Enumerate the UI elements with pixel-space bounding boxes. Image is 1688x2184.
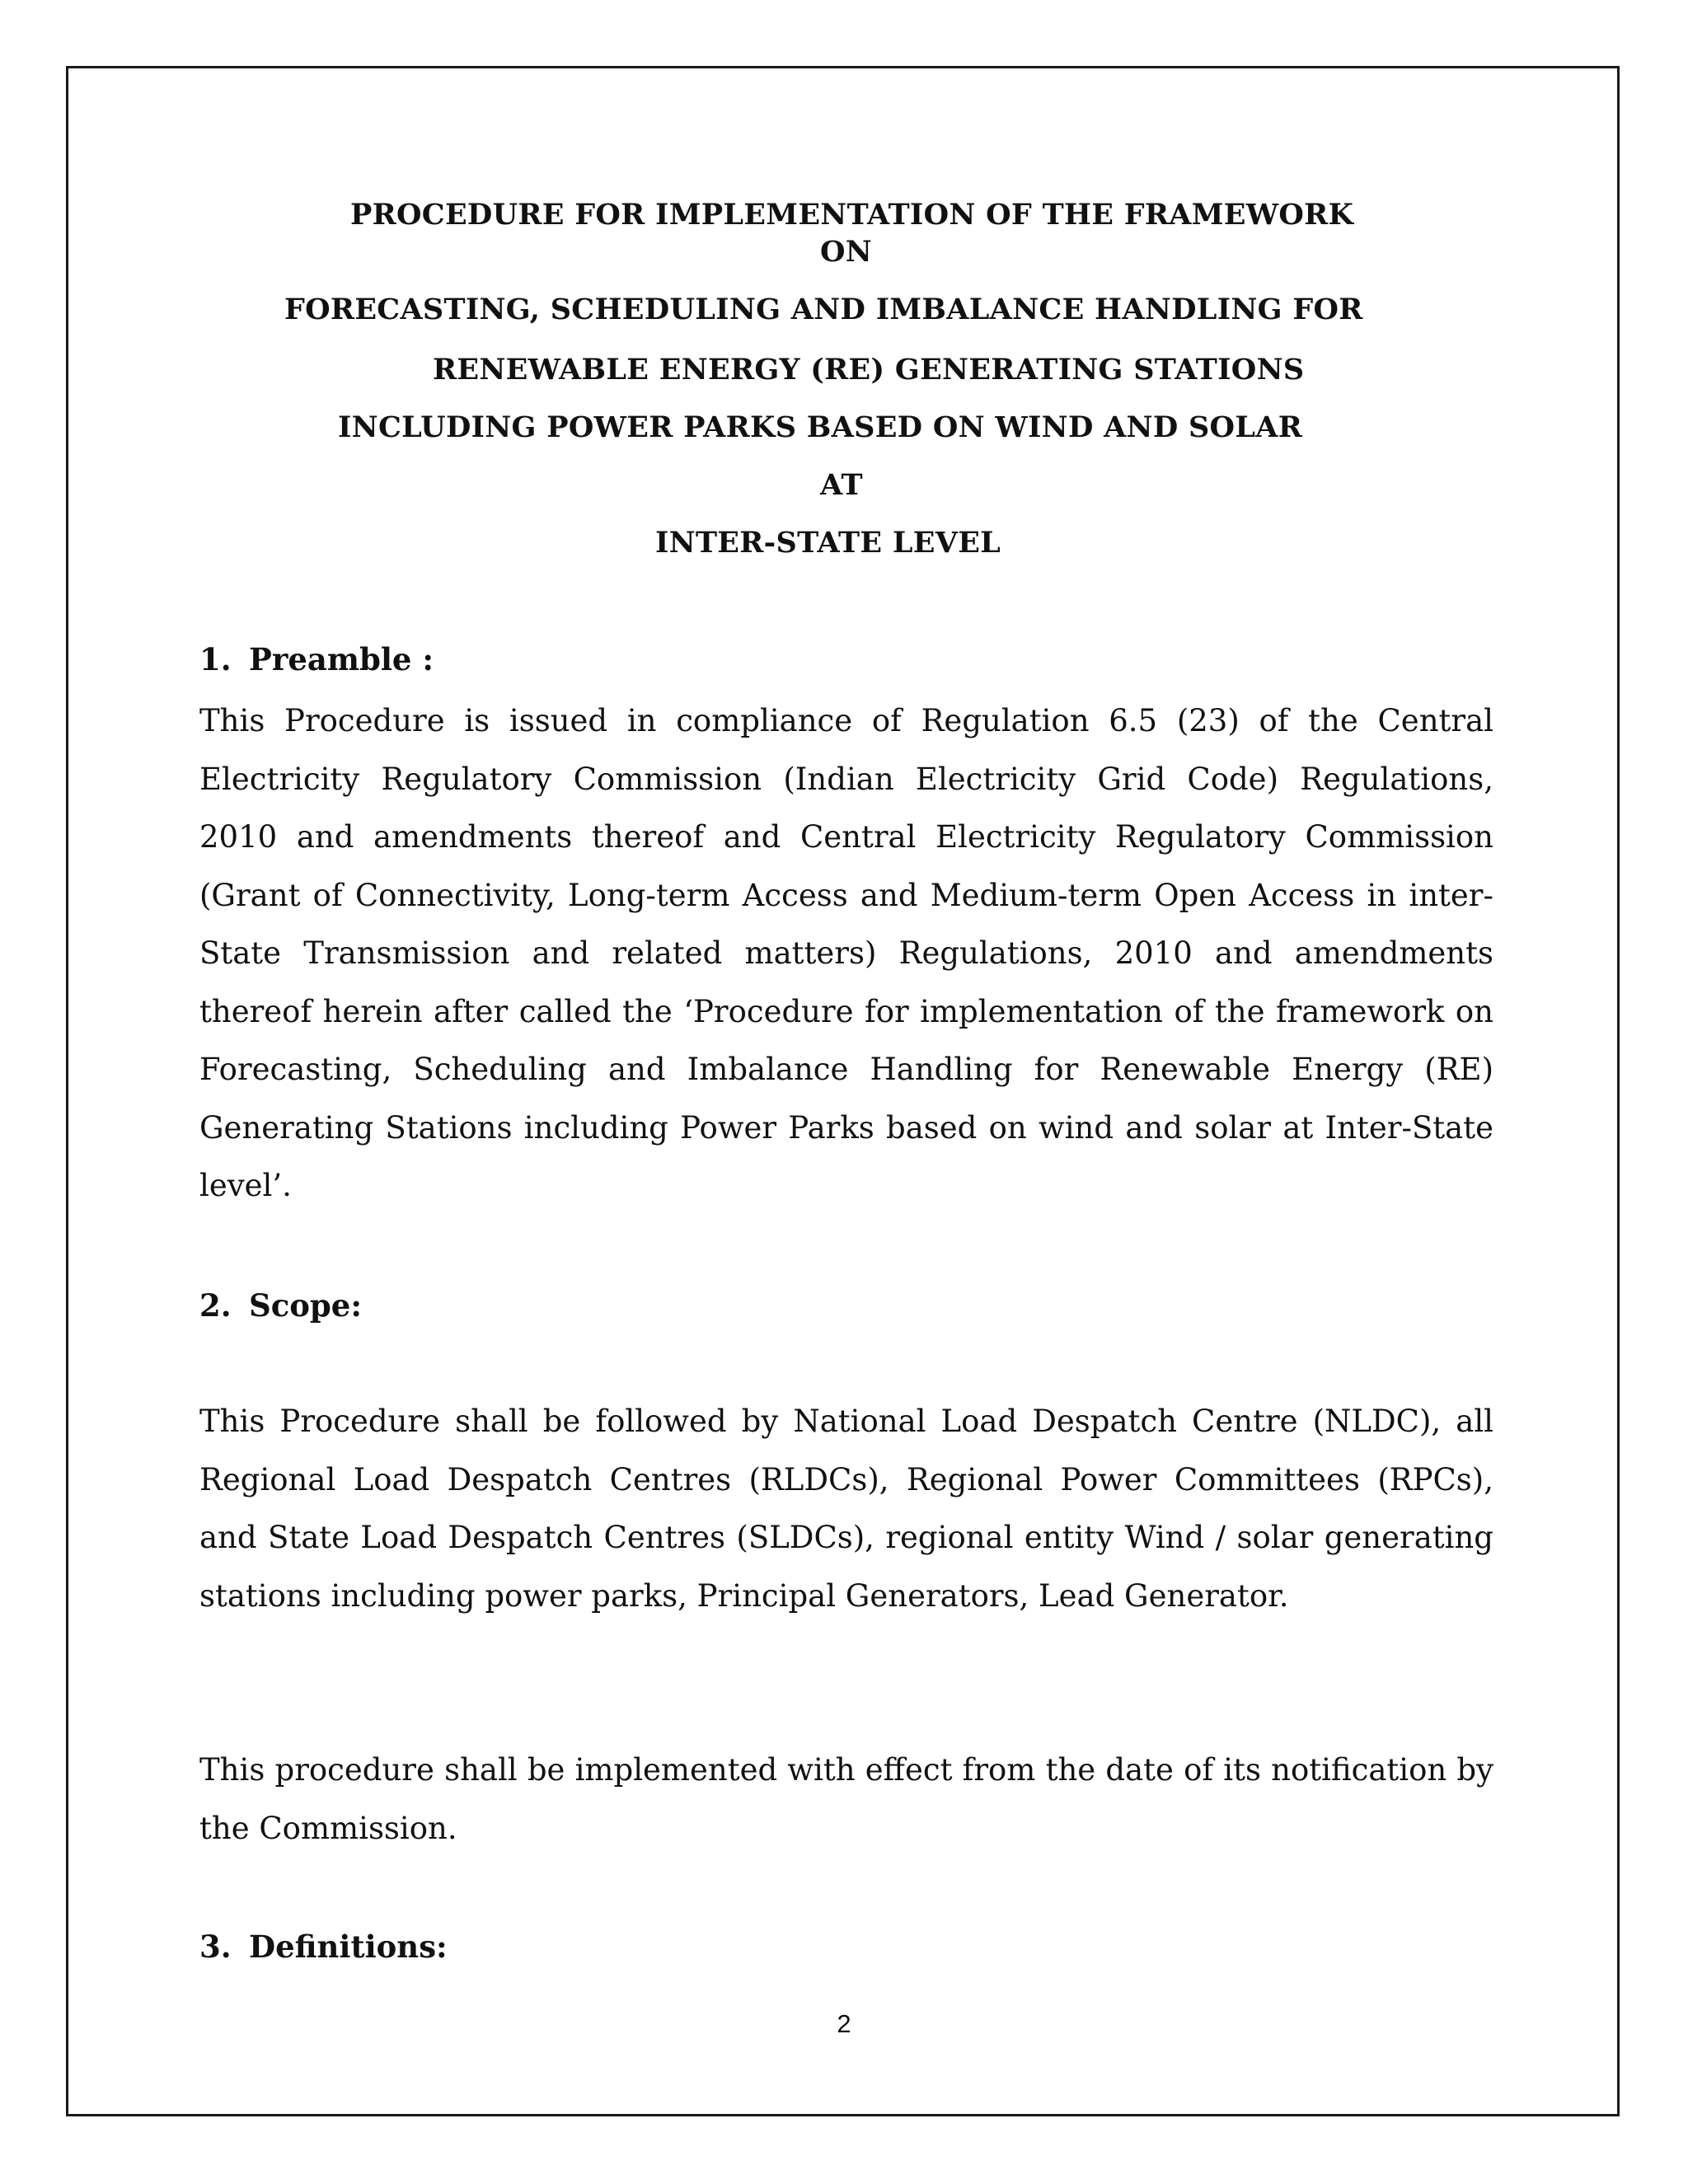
- section-title: Preamble :: [249, 641, 434, 677]
- title-line-5: INCLUDING POWER PARKS BASED ON WIND AND SOLAR: [338, 410, 1303, 444]
- title-line-4: RENEWABLE ENERGY (RE) GENERATING STATIONS: [433, 353, 1305, 387]
- section-heading-preamble: [199, 641, 434, 677]
- page-number: 2: [837, 2009, 851, 2038]
- title-line-2: ON: [820, 235, 873, 269]
- title-line-1: PROCEDURE FOR IMPLEMENTATION OF THE FRAMEWORK: [350, 198, 1354, 232]
- scope-paragraph-2: This procedure shall be implemented with effect from the date of its notification by the Commission.: [199, 1752, 1493, 1846]
- section-title: Scope:: [249, 1287, 362, 1324]
- title-line-7: INTER-STATE LEVEL: [655, 526, 1001, 560]
- section-heading-definitions: [199, 1929, 448, 1965]
- section-number: 1.: [199, 641, 232, 677]
- section-number: 3.: [199, 1929, 232, 1965]
- title-line-3: FORECASTING, SCHEDULING AND IMBALANCE HANDLING FOR: [284, 293, 1363, 326]
- title-line-6: AT: [820, 468, 863, 502]
- section-title: Definitions:: [249, 1929, 448, 1965]
- section-number: 2.: [199, 1287, 232, 1324]
- section-heading-scope: [199, 1287, 362, 1324]
- scope-paragraph-1: This Procedure shall be followed by National Load Despatch Centre (NLDC), all Regional Load Despatch Centres (RLDCs), Regional Power Committees (RPCs), and State Load Despatch Centres (SLDCs), regional entity Wind / solar generating stations including power parks, Principal Generators, Lead Generator.: [199, 1404, 1493, 1614]
- preamble-paragraph: This Procedure is issued in compliance of Regulation 6.5 (23) of the Central Electricity Regulatory Commission (Indian Electricity Grid Code) Regulations, 2010 and amendments thereof and Central Electricity Regulatory Commission (Grant of Connectivity, Long-term Access and Medium-term Open Access in inter-State Transmission and related matters) Regulations, 2010 and amendments thereof herein after called the ‘Procedure for implementation of the framework on Forecasting, Scheduling and Imbalance Handling for Renewable Energy (RE) Generating Stations including Power Parks based on wind and solar at Inter-State level’.: [199, 703, 1493, 1203]
